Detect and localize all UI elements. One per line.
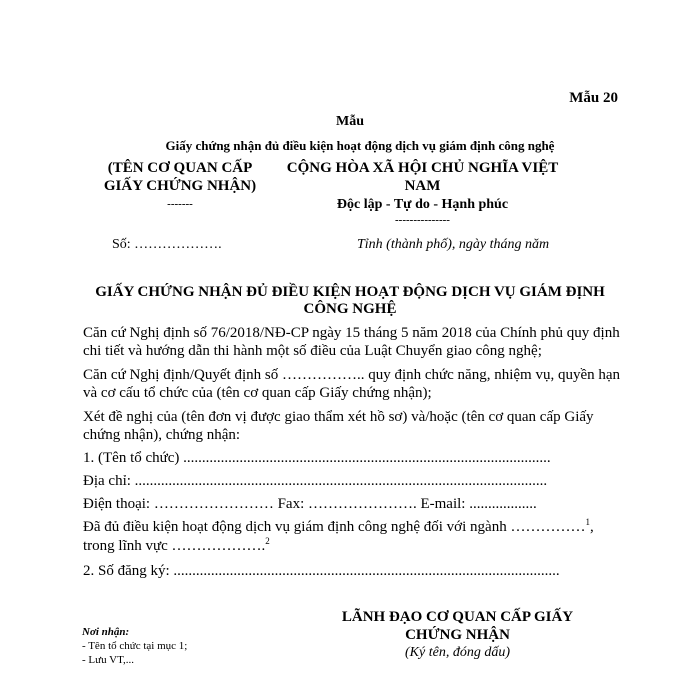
signature-title-line1: LÃNH ĐẠO CƠ QUAN CẤP GIẤY [341,609,574,625]
basis-decision-line2: và cơ cấu tổ chức của (tên cơ quan cấp Giấy chứng nhận); [83,385,432,401]
field-contact: Điện thoại: …………………… Fax: …………………. E-mail: .................. [83,496,537,512]
national-title-line2: NAM [404,178,441,194]
signature-title-line2: CHỨNG NHẬN [405,627,510,643]
field-registration-number: 2. Số đăng ký: ....................................................................................................... [83,563,560,579]
certificate-title-line1: GIẤY CHỨNG NHẬN ĐỦ ĐIỀU KIỆN HOẠT ĐỘNG DỊCH VỤ GIÁM ĐỊNH [95,284,605,300]
basis-proposal-line1: Xét đề nghị của (tên đơn vị được giao thẩm xét hồ sơ) và/hoặc (tên cơ quan cấp Giấy [83,409,594,425]
certificate-title-line2: CÔNG NGHỆ [303,301,397,317]
left-header-divider: ------- [167,198,193,210]
eligibility-comma: , [589,519,594,535]
recipient-item: - Tên tổ chức tại mục 1; [82,640,188,652]
form-label: Mẫu [336,114,364,129]
basis-decree-line1: Căn cứ Nghị định số 76/2018/NĐ-CP ngày 15 tháng 5 năm 2018 của Chính phủ quy định [83,325,620,341]
eligibility-text: Đã đủ điều kiện hoạt động dịch vụ giám định công nghệ đối với ngành …………… [83,519,586,535]
issuing-agency-line2: GIẤY CHỨNG NHẬN) [103,178,257,194]
national-title-line1: CỘNG HÒA XÃ HỘI CHỦ NGHĨA VIỆT [286,160,559,176]
issuing-agency-line1: (TÊN CƠ QUAN CẤP [107,160,253,176]
form-code: Mẫu 20 [569,90,618,106]
field-organization: 1. (Tên tổ chức) .................................................................................................. [83,450,551,466]
field-address: Địa chỉ: .............................................................................................................. [83,473,548,489]
footnote-1-mark: 1 [585,517,590,527]
form-subtitle: Giấy chứng nhận đủ điều kiện hoạt động dịch vụ giám định công nghệ [165,138,555,153]
national-motto: Độc lập - Tự do - Hạnh phúc [336,197,509,212]
basis-decision-line1: Căn cứ Nghị định/Quyết định số …………….. quy định chức năng, nhiệm vụ, quyền hạn [83,367,621,383]
signature-note: (Ký tên, đóng dấu) [405,645,510,660]
basis-decree-line2: chi tiết và hướng dẫn thi hành một số điều của Luật Chuyển giao công nghệ; [83,343,542,359]
basis-proposal-line2: chứng nhận), chứng nhận: [83,427,241,443]
right-header-divider: --------------- [395,214,450,226]
recipients-title: Nơi nhận: [82,626,130,638]
recipient-item: - Lưu VT,... [82,654,134,666]
footnote-2-mark: 2 [265,536,270,546]
place-date: Tỉnh (thành phố), ngày tháng năm [357,237,550,252]
field-eligibility-line1 [83,519,594,536]
document-number: Số: ………………. [112,237,222,252]
field-eligibility-line2 [83,538,270,555]
field-sector-text: trong lĩnh vực ………………. [83,538,266,554]
